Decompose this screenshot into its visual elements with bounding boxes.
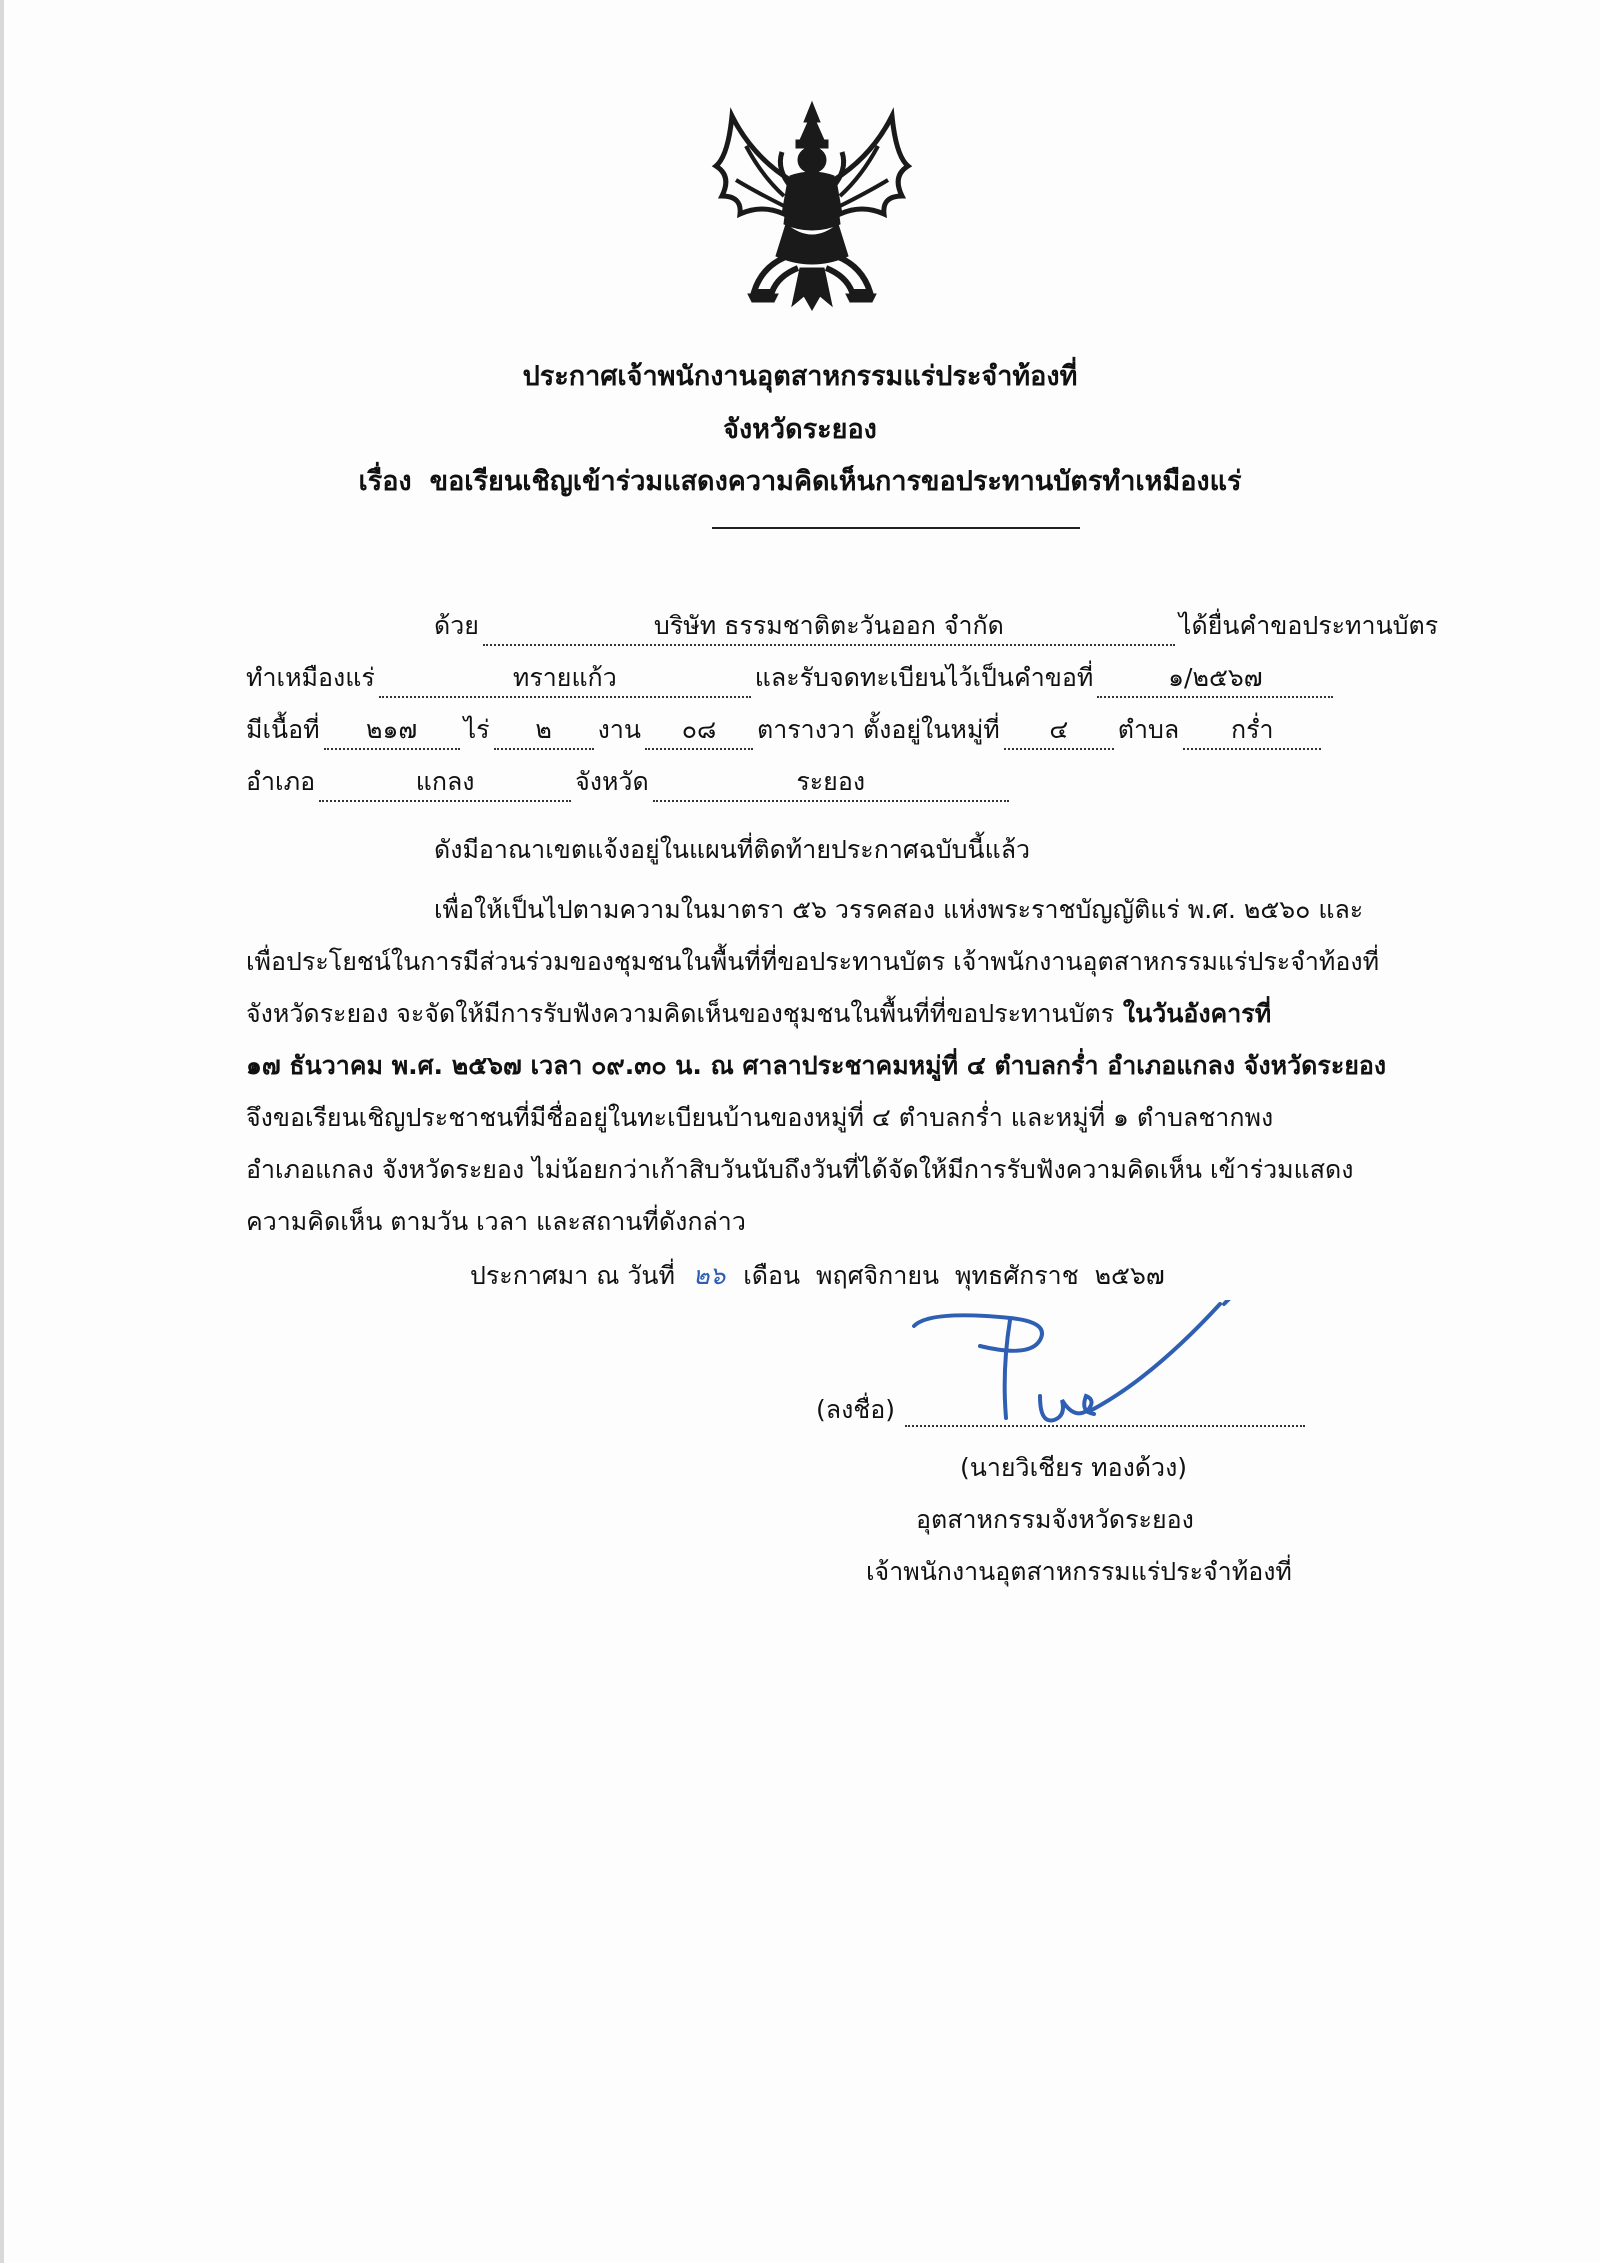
- paragraph-line-3: [246, 994, 1271, 1034]
- paragraph-line-6: อำเภอแกลง จังหวัดระยอง ไม่น้อยกว่าเก้าสิบวันนับถึงวันที่ได้จัดให้มีการรับฟังความคิดเห็น เข้าร่วมแสดง: [246, 1155, 1354, 1184]
- wa-label: ตารางวา ตั้งอยู่ในหมู่ที่: [756, 715, 1000, 744]
- subject-label: เรื่อง: [358, 466, 412, 497]
- signer-title-1: อุตสาหกรรมจังหวัดระยอง: [916, 1505, 1194, 1534]
- form-line-2: [246, 658, 1337, 698]
- subject-text: ขอเรียนเชิญเข้าร่วมแสดงความคิดเห็นการขอประทานบัตรทำเหมืองแร่: [429, 466, 1242, 497]
- tambon-label: ตำบล: [1117, 715, 1180, 744]
- month-label: เดือน: [743, 1261, 801, 1290]
- rai-field: ๒๑๗: [324, 713, 460, 750]
- rai-label: ไร่: [463, 715, 490, 744]
- province-title: จังหวัดระยอง: [723, 414, 877, 445]
- header-rule: [712, 527, 1080, 529]
- announce-day: ๒๖: [692, 1261, 726, 1290]
- boundary-note: ดังมีอาณาเขตแจ้งอยู่ในแผนที่ติดท้ายประกาศฉบับนี้แล้ว: [434, 835, 1031, 864]
- mineral-field: ทรายแก้ว: [379, 661, 751, 698]
- signer-name: (นายวิเชียร ทองด้วง): [960, 1453, 1188, 1482]
- announce-month: พฤศจิกายน: [816, 1261, 940, 1290]
- province-field: ระยอง: [653, 765, 1009, 802]
- paragraph-line-7: ความคิดเห็น ตามวัน เวลา และสถานที่ดังกล่าว: [246, 1207, 746, 1236]
- meeting-day: ในวันอังคารที่: [1114, 999, 1272, 1028]
- announcement-title: ประกาศเจ้าพนักงานอุตสาหกรรมแร่ประจำท้องที่: [522, 361, 1078, 392]
- amphoe-label: อำเภอ: [246, 767, 316, 796]
- scan-edge: [0, 0, 4, 2263]
- form-line-3: [246, 710, 1325, 750]
- garuda-emblem-icon: [692, 96, 932, 316]
- tambon-field: กร่ำ: [1183, 713, 1321, 750]
- year-label: พุทธศักราช: [955, 1261, 1079, 1290]
- company-field: บริษัท ธรรมชาติตะวันออก จำกัด: [483, 609, 1175, 646]
- moo-field: ๔: [1004, 713, 1114, 750]
- signature-label: (ลงชื่อ): [816, 1395, 896, 1424]
- mine-label: ทำเหมืองแร่: [246, 663, 375, 692]
- amphoe-field: แกลง: [319, 765, 571, 802]
- announce-prefix: ประกาศมา ณ วันที่: [470, 1261, 675, 1290]
- filed-label: ได้ยื่นคำขอประทานบัตร: [1178, 611, 1439, 640]
- announce-date-line: [470, 1256, 1165, 1296]
- paragraph-line-2: เพื่อประโยชน์ในการมีส่วนร่วมของชุมชนในพื้นที่ที่ขอประทานบัตร เจ้าพนักงานอุตสาหกรรมแร่ประจำท้องที่: [246, 947, 1380, 976]
- province-label: จังหวัด: [575, 767, 649, 796]
- ngan-field: ๒: [494, 713, 594, 750]
- subject-line: [0, 460, 1600, 504]
- form-line-1: [434, 606, 1438, 646]
- signer-title-2: เจ้าพนักงานอุตสาหกรรมแร่ประจำท้องที่: [866, 1557, 1292, 1586]
- paragraph-line-1: เพื่อให้เป็นไปตามความในมาตรา ๕๖ วรรคสอง แห่งพระราชบัญญัติแร่ พ.ศ. ๒๕๖๐ และ: [434, 895, 1364, 924]
- paragraph-line-3-text: จังหวัดระยอง จะจัดให้มีการรับฟังความคิดเห็นของชุมชนในพื้นที่ที่ขอประทานบัตร: [246, 999, 1115, 1028]
- signature-line: [905, 1425, 1305, 1427]
- meeting-datetime-place: ๑๗ ธันวาคม พ.ศ. ๒๕๖๗ เวลา ๐๙.๓๐ น. ณ ศาลาประชาคมหมู่ที่ ๔ ตำบลกร่ำ อำเภอแกลง จังหวัดระยอง: [246, 1051, 1387, 1080]
- announce-year: ๒๕๖๗: [1094, 1261, 1165, 1290]
- by-label: ด้วย: [434, 611, 479, 640]
- handwritten-signature-icon: [890, 1300, 1290, 1440]
- registered-label: และรับจดทะเบียนไว้เป็นคำขอที่: [754, 663, 1094, 692]
- area-label: มีเนื้อที่: [246, 715, 320, 744]
- wa-field: ๐๘: [645, 713, 753, 750]
- paragraph-line-5: จึงขอเรียนเชิญประชาชนที่มีชื่ออยู่ในทะเบียนบ้านของหมู่ที่ ๔ ตำบลกร่ำ และหมู่ที่ ๑ ตำบลชากพง: [246, 1103, 1274, 1132]
- form-line-4: [246, 762, 1013, 802]
- ngan-label: งาน: [597, 715, 641, 744]
- request-number-field: ๑/๒๕๖๗: [1097, 661, 1333, 698]
